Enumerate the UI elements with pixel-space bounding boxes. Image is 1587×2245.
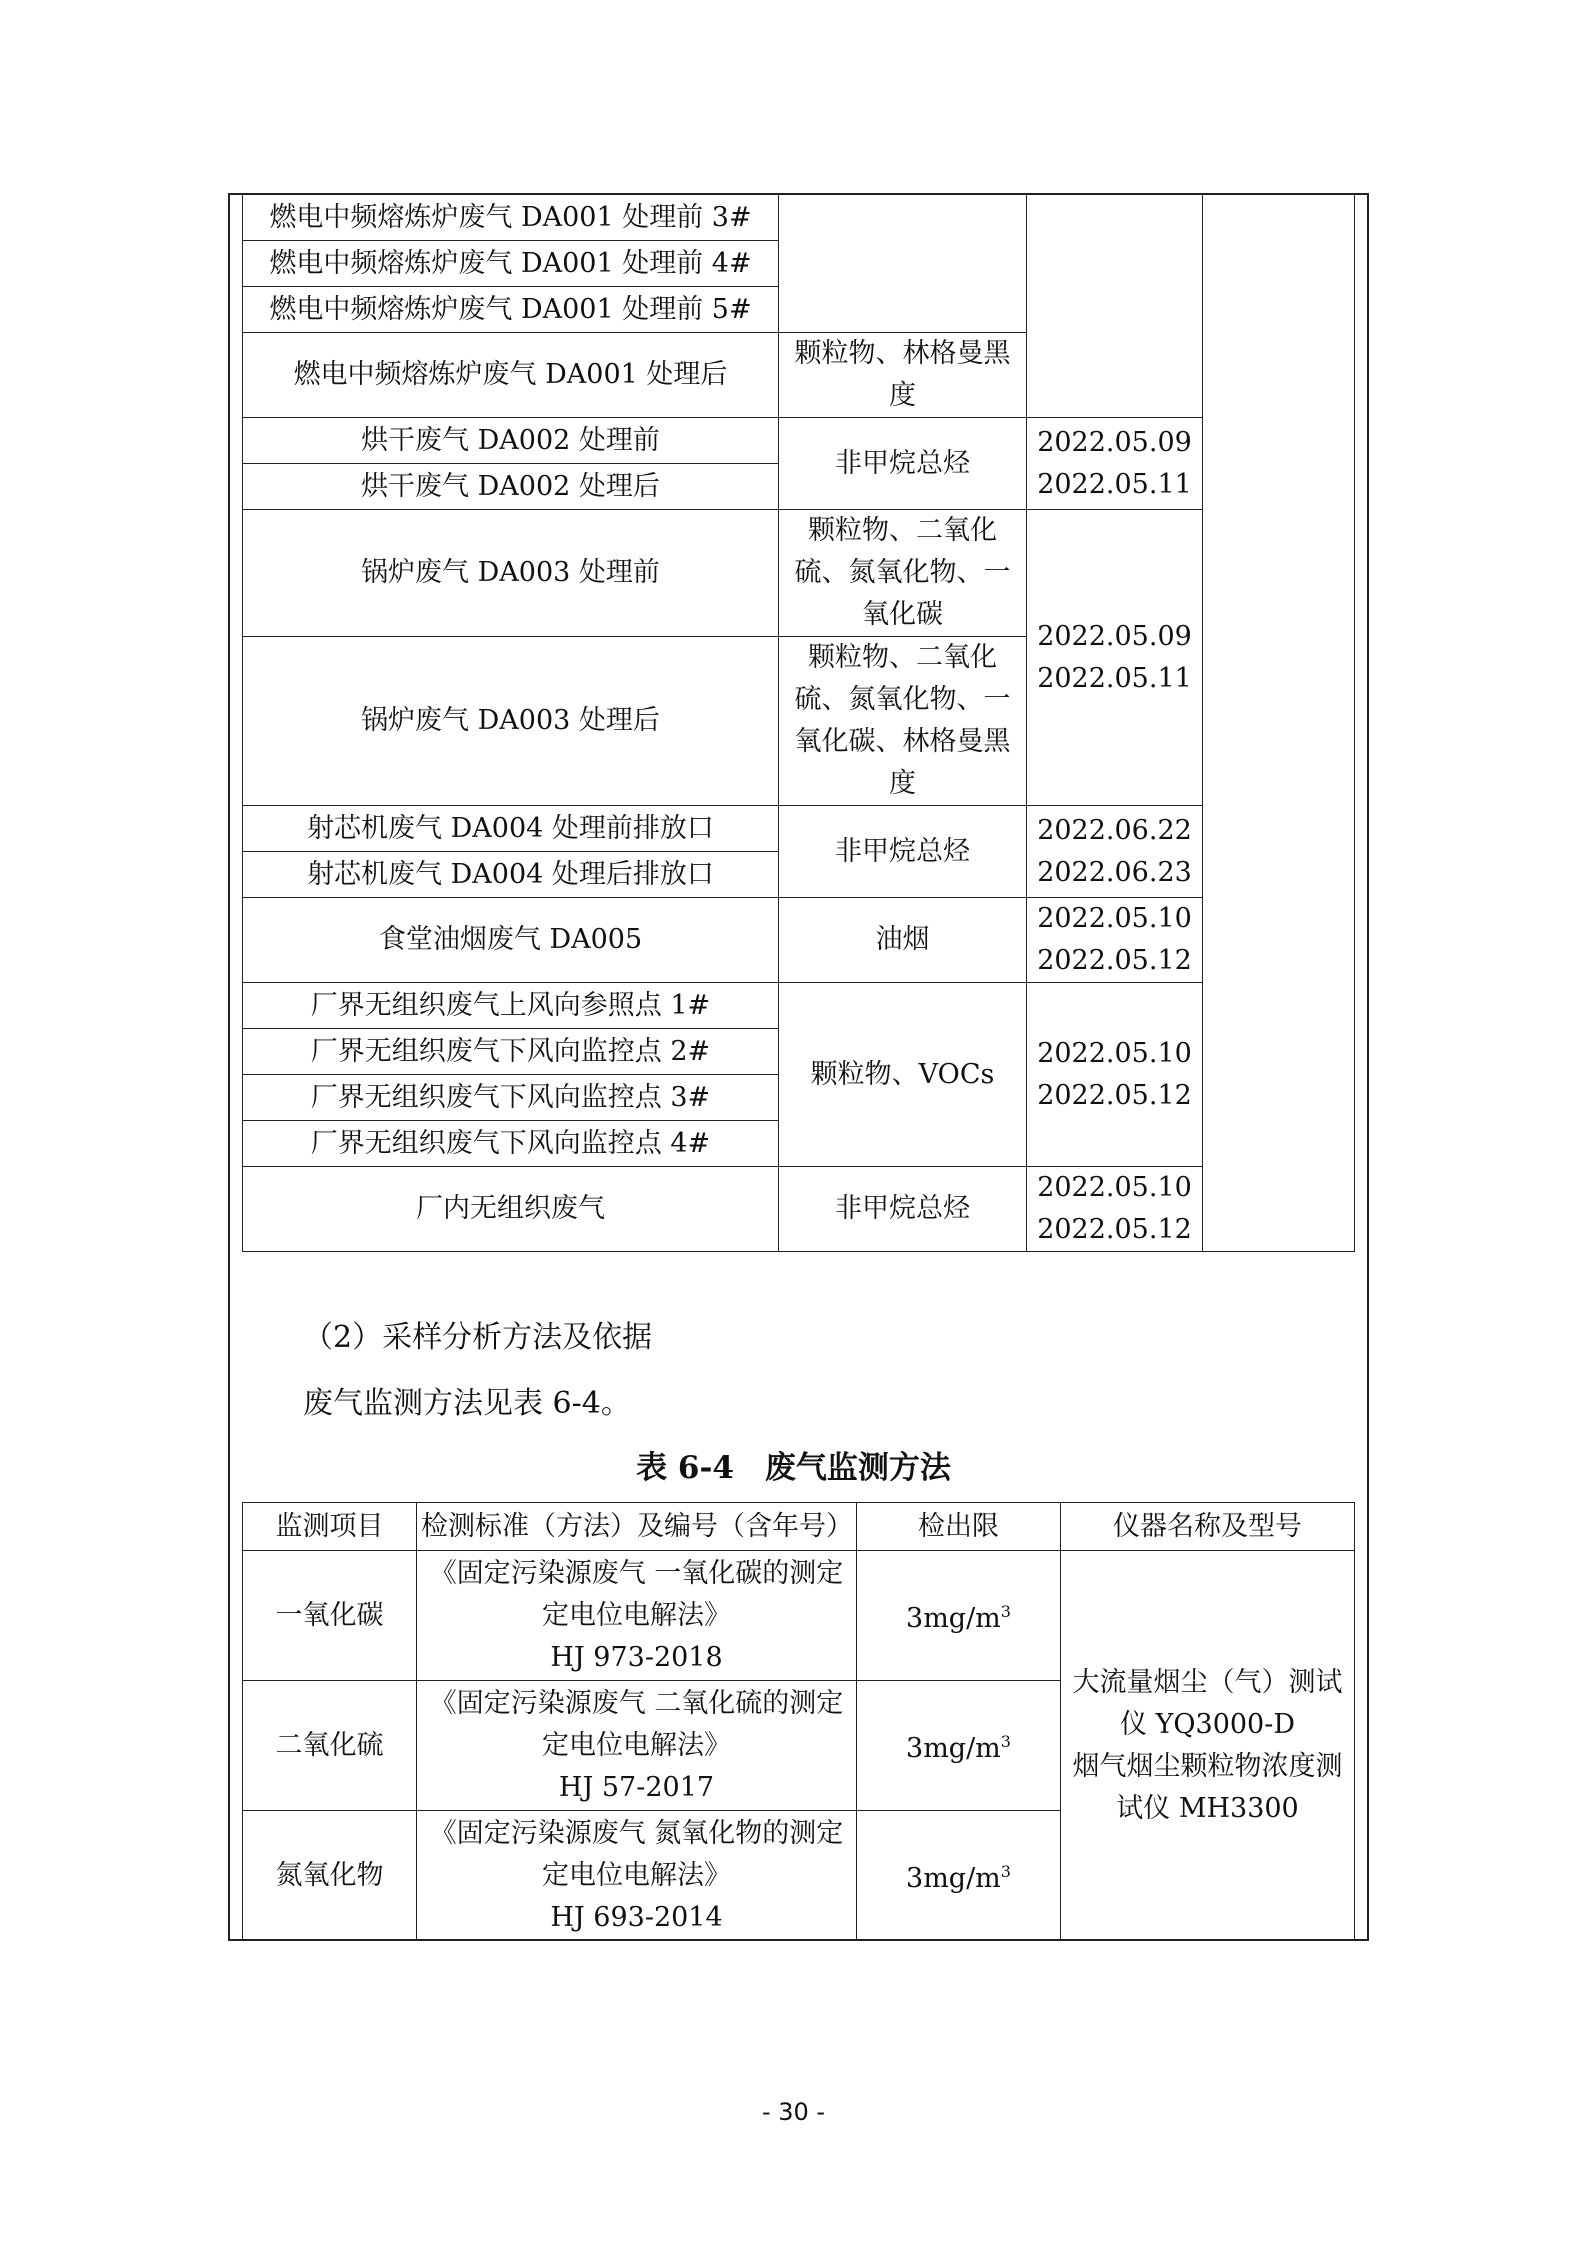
cell-line: 2022.06.22 [1037, 814, 1192, 846]
cell-line: 颗粒物、二氧化 [808, 515, 997, 546]
cell-line: 2022.05.11 [1037, 468, 1192, 500]
cell-line: 颗粒物、二氧化 [808, 642, 997, 673]
table-cell: 一氧化碳 [243, 1551, 417, 1681]
limit-superscript: 3 [1000, 1862, 1011, 1881]
table-cell: 非甲烷总烃 [779, 418, 1027, 510]
table-cell: 厂界无组织废气下风向监控点 4# [243, 1121, 779, 1167]
cell-line: 试仪 MH3300 [1116, 1792, 1299, 1824]
cell-line: 《固定污染源废气 二氧化硫的测定 [429, 1687, 844, 1719]
column-header: 检测标准（方法）及编号（含年号） [417, 1503, 857, 1551]
limit-superscript: 3 [1000, 1732, 1011, 1751]
cell-line: 2022.05.12 [1037, 1214, 1192, 1245]
cell-line: HJ 693-2014 [550, 1901, 723, 1933]
table-cell [857, 1681, 1061, 1811]
column-header: 检出限 [857, 1503, 1061, 1551]
column-header: 监测项目 [243, 1503, 417, 1551]
table-cell [779, 333, 1027, 418]
table-cell [1027, 510, 1203, 806]
table-cell: 锅炉废气 DA003 处理后 [243, 637, 779, 806]
table-cell: 油烟 [779, 898, 1027, 983]
table-cell: 厂界无组织废气上风向参照点 1# [243, 983, 779, 1029]
table-cell: 烘干废气 DA002 处理前 [243, 418, 779, 464]
page-number: - 30 - [761, 2098, 826, 2126]
table-cell: 烘干废气 DA002 处理后 [243, 464, 779, 510]
table-cell [1061, 1551, 1355, 1941]
table-cell: 厂界无组织废气下风向监控点 3# [243, 1075, 779, 1121]
table-cell: 燃电中频熔炼炉废气 DA001 处理前 5# [243, 287, 779, 333]
table-cell: 锅炉废气 DA003 处理前 [243, 510, 779, 637]
table-cell [1203, 195, 1355, 1252]
table-cell [779, 510, 1027, 637]
cell-line: 2022.05.09 [1037, 426, 1192, 458]
body-paragraph: 废气监测方法见表 6-4。 [303, 1386, 631, 1421]
table-cell [417, 1551, 857, 1681]
cell-line: 2022.05.11 [1037, 662, 1192, 694]
cell-line: 颗粒物、林格曼黑 [794, 338, 1011, 369]
cell-line: 2022.05.10 [1037, 1172, 1192, 1203]
cell-line: 仪 YQ3000-D [1119, 1708, 1296, 1740]
table-cell [1027, 898, 1203, 983]
table-cell: 颗粒物、VOCs [779, 983, 1027, 1167]
table-caption: 表 6-4 废气监测方法 [636, 1450, 951, 1486]
table-cell [779, 637, 1027, 806]
cell-line: 烟气烟尘颗粒物浓度测 [1072, 1750, 1343, 1782]
limit-value: 3mg/m [906, 1863, 1001, 1894]
table-cell [779, 195, 1027, 333]
table-cell: 燃电中频熔炼炉废气 DA001 处理后 [243, 333, 779, 418]
column-header: 仪器名称及型号 [1061, 1503, 1355, 1551]
cell-line: 度 [889, 768, 916, 799]
cell-line: 2022.05.10 [1037, 903, 1192, 934]
cell-line: 2022.05.12 [1037, 1079, 1192, 1111]
cell-line: 《固定污染源废气 一氧化碳的测定 [429, 1557, 844, 1589]
table-cell [1027, 806, 1203, 898]
cell-line: 氧化碳、林格曼黑 [794, 726, 1011, 757]
table-cell: 燃电中频熔炼炉废气 DA001 处理前 3# [243, 195, 779, 241]
cell-line: 2022.05.09 [1037, 620, 1192, 652]
table-cell: 氮氧化物 [243, 1811, 417, 1941]
limit-value: 3mg/m [906, 1733, 1001, 1764]
table-cell [1027, 1167, 1203, 1252]
monitoring-methods-table [242, 1502, 1355, 1941]
table-cell: 非甲烷总烃 [779, 806, 1027, 898]
cell-line: 硫、氮氧化物、一 [794, 557, 1011, 588]
table-cell: 食堂油烟废气 DA005 [243, 898, 779, 983]
section-heading: （2）采样分析方法及依据 [303, 1320, 653, 1355]
table-cell: 二氧化硫 [243, 1681, 417, 1811]
table-cell [1027, 195, 1203, 418]
table-cell: 非甲烷总烃 [779, 1167, 1027, 1252]
cell-line: 2022.05.12 [1037, 945, 1192, 976]
table-cell: 燃电中频熔炼炉废气 DA001 处理前 4# [243, 241, 779, 287]
limit-superscript: 3 [1000, 1602, 1011, 1621]
table-cell: 射芯机废气 DA004 处理后排放口 [243, 852, 779, 898]
cell-line: 定电位电解法》 [542, 1729, 731, 1761]
sampling-points-table [242, 194, 1355, 1252]
table-cell: 厂界无组织废气下风向监控点 2# [243, 1029, 779, 1075]
cell-line: 大流量烟尘（气）测试 [1072, 1666, 1343, 1698]
table-cell [417, 1681, 857, 1811]
cell-line: 硫、氮氧化物、一 [794, 684, 1011, 715]
cell-line: 度 [889, 380, 916, 411]
table-cell [1027, 983, 1203, 1167]
cell-line: 定电位电解法》 [542, 1859, 731, 1891]
cell-line: 氧化碳 [862, 599, 943, 630]
table-cell: 射芯机废气 DA004 处理前排放口 [243, 806, 779, 852]
table-cell [1027, 418, 1203, 510]
cell-line: 定电位电解法》 [542, 1599, 731, 1631]
table-cell: 厂内无组织废气 [243, 1167, 779, 1252]
cell-line: 《固定污染源废气 氮氧化物的测定 [429, 1817, 844, 1849]
table-cell [857, 1811, 1061, 1941]
cell-line: HJ 57-2017 [558, 1771, 715, 1803]
limit-value: 3mg/m [906, 1603, 1001, 1634]
cell-line: HJ 973-2018 [550, 1641, 723, 1673]
table-cell [417, 1811, 857, 1941]
table-cell [857, 1551, 1061, 1681]
cell-line: 2022.06.23 [1037, 856, 1192, 888]
cell-line: 2022.05.10 [1037, 1037, 1192, 1069]
